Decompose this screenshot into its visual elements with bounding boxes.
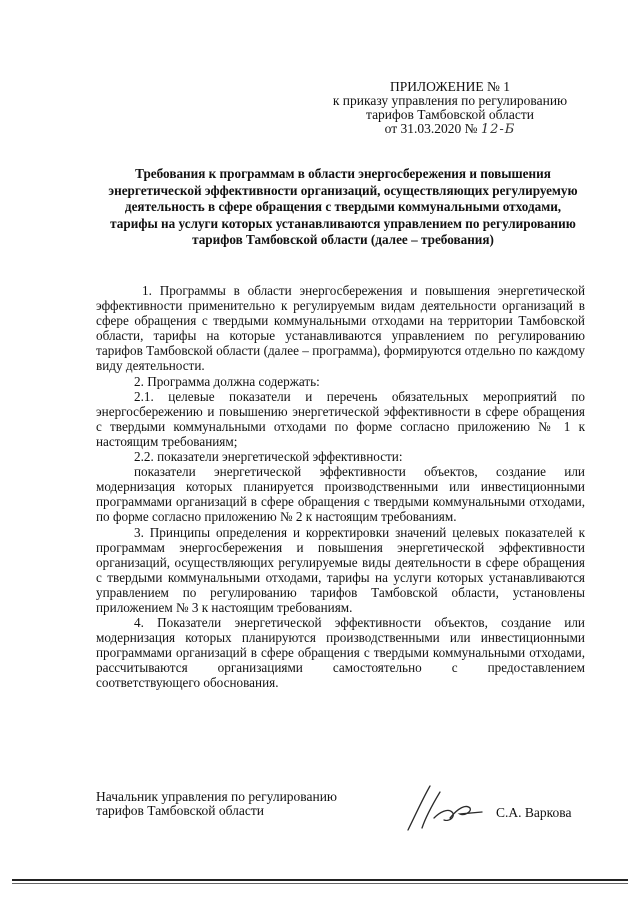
appendix-date-line xyxy=(300,122,600,137)
order-number: 12-Б xyxy=(480,122,516,137)
paragraph-4: 4. Показатели энергетической эффективности объектов, создание или модернизация которых планируются производственными или инвестиционными программами организаций в сфере обращения с твердыми коммунальными отходами, рассчитываются организациями самостоятельно с предоставлением соответствующего обоснования. xyxy=(96,615,585,691)
appendix-authority-line: тарифов Тамбовской области xyxy=(366,107,534,122)
order-date: 31.03.2020 xyxy=(400,121,462,136)
paragraph-3: 3. Принципы определения и корректировки значений целевых показателей к программам энергосбережения и повышения энергетической эффективности организаций, осуществляющих регулируемые виды деятельности в сфере обращения с твердыми коммунальными отходами, тарифы на услуги которых устанавливаются управлением по регулированию тарифов Тамбовской области, установлены приложением № 3 к настоящим требованиям. xyxy=(96,524,585,615)
paragraph-2: 2. Программа должна содержать: xyxy=(134,373,320,389)
signatory-name: С.А. Варкова xyxy=(496,805,572,820)
footer-divider xyxy=(12,879,628,881)
signatory-position xyxy=(96,790,396,818)
signatory-position-line1: Начальник управления по регулированию xyxy=(96,789,338,804)
appendix-title: ПРИЛОЖЕНИЕ № 1 xyxy=(389,79,511,94)
paragraph-2-1: 2.1. целевые показатели и перечень обязательных мероприятий по энергосбережению и повышению энергетической эффективности в сфере обращения с твердыми коммунальными отходами по форме согласно приложению № 1 к настоящим требованиям; xyxy=(96,388,585,449)
footer-divider-thin xyxy=(12,883,628,884)
document-body xyxy=(96,283,585,691)
handwritten-signature xyxy=(400,778,490,838)
paragraph-1: 1. Программы в области энергосбережения и повышения энергетической эффективности применительно к регулируемым видам деятельности организаций в сфере обращения с твердыми коммунальными отходами на территории Тамбовской области, тарифы на которые устанавливаются управлением по регулированию тарифов Тамбовской области (далее – программа), формируются отдельно по каждому виду деятельности. xyxy=(96,283,585,374)
number-sign: № xyxy=(464,121,478,136)
appendix-header xyxy=(300,80,600,137)
document-title: Требования к программам в области энергосбережения и повышения энергетической эффективности организаций, осуществляющих регулируемую деятельность в сфере обращения с твердыми коммунальными отходами, тарифы на услуги которых устанавливаются управлением по регулированию тарифов Тамбовской области (далее – требования) xyxy=(108,166,578,247)
paragraph-2-2-detail: показатели энергетической эффективности объектов, создание или модернизация которых планируется производственными или инвестиционными программами организаций в сфере обращения с твердыми коммунальными отходами, по форме согласно приложению № 2 к настоящим требованиям. xyxy=(96,464,585,525)
date-prefix: от xyxy=(384,121,398,136)
paragraph-2-2: 2.2. показатели энергетической эффективности: xyxy=(134,449,403,465)
appendix-order-line: к приказу управления по регулированию xyxy=(332,93,568,108)
signatory-position-line2: тарифов Тамбовской области xyxy=(96,803,264,818)
